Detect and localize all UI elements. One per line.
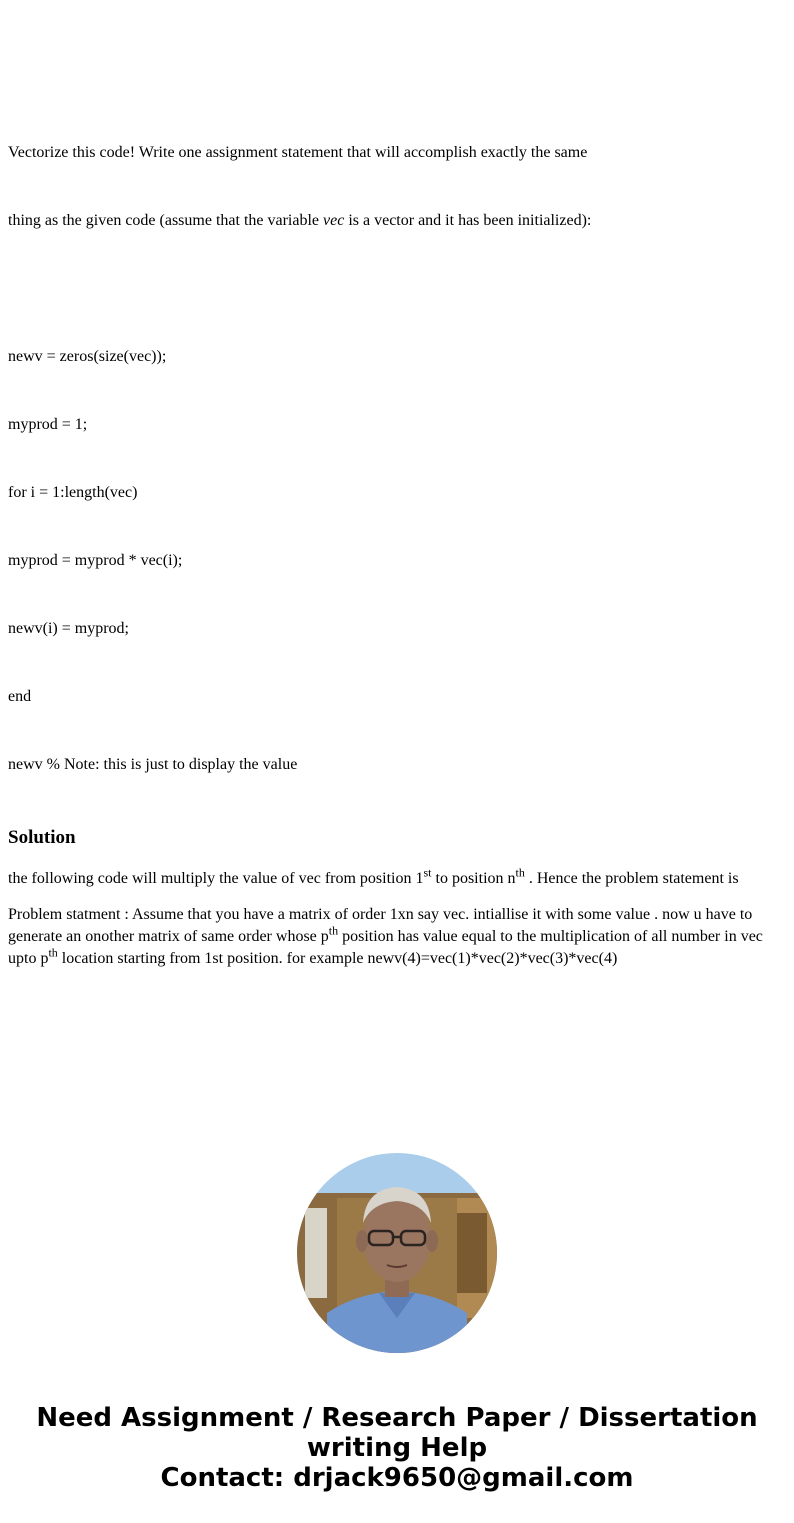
question-variable-name: vec xyxy=(323,212,345,229)
question-line-2-start: thing as the given code (assume that the variable xyxy=(8,212,324,229)
solution-p2-sup-1: th xyxy=(328,923,339,938)
code-line: end xyxy=(8,688,32,705)
solution-p2-text-3: location starting from 1st position. for example newv(4)=vec(1)*vec(2)*vec(3)*vec(4) xyxy=(57,950,618,967)
solution-heading: Solution xyxy=(8,827,76,848)
solution-p2-text-2: position has value equal to the multiplication of all number in vec upto p xyxy=(8,928,763,967)
code-line: newv = zeros(size(vec)); xyxy=(8,348,167,365)
question-line-1: Vectorize this code! Write one assignment statement that will accomplish exactly the same xyxy=(8,144,588,161)
code-line: newv(i) = myprod; xyxy=(8,620,129,637)
solution-p2-sup-2: th xyxy=(48,945,58,960)
promo-banner xyxy=(0,1403,794,1493)
solution-p2-text-1: Problem statment : Assume that you have a matrix of order 1xn say vec. intiallise it with some value . now u have to generate an onother matrix of same order whose p xyxy=(8,906,753,945)
question-line-2-end: is a vector and it has been initialized): xyxy=(344,212,592,229)
promo-line-1: Need Assignment / Research Paper / Dissertation xyxy=(36,1403,758,1433)
code-line: myprod = myprod * vec(i); xyxy=(8,552,183,569)
code-line: newv % Note: this is just to display the value xyxy=(8,756,298,773)
question-line-2 xyxy=(8,211,591,231)
person-photo-icon xyxy=(297,1153,497,1353)
solution-paragraph-2 xyxy=(8,904,786,970)
promo-contact: Contact: drjack9650@gmail.com xyxy=(160,1463,634,1493)
solution-p1-text-1: the following code will multiply the value of vec from position 1 xyxy=(8,870,424,887)
promo-line-2: writing Help xyxy=(306,1433,488,1463)
author-photo xyxy=(297,1153,497,1353)
solution-paragraph-1 xyxy=(8,865,786,890)
solution-p1-text-3: . Hence the problem statement is xyxy=(524,870,739,887)
solution-p1-sup-2: th xyxy=(515,865,525,880)
code-line: for i = 1:length(vec) xyxy=(8,484,138,501)
solution-p1-text-2: to position n xyxy=(431,870,516,887)
solution-p1-sup-1: st xyxy=(423,865,432,880)
code-line: myprod = 1; xyxy=(8,416,88,433)
